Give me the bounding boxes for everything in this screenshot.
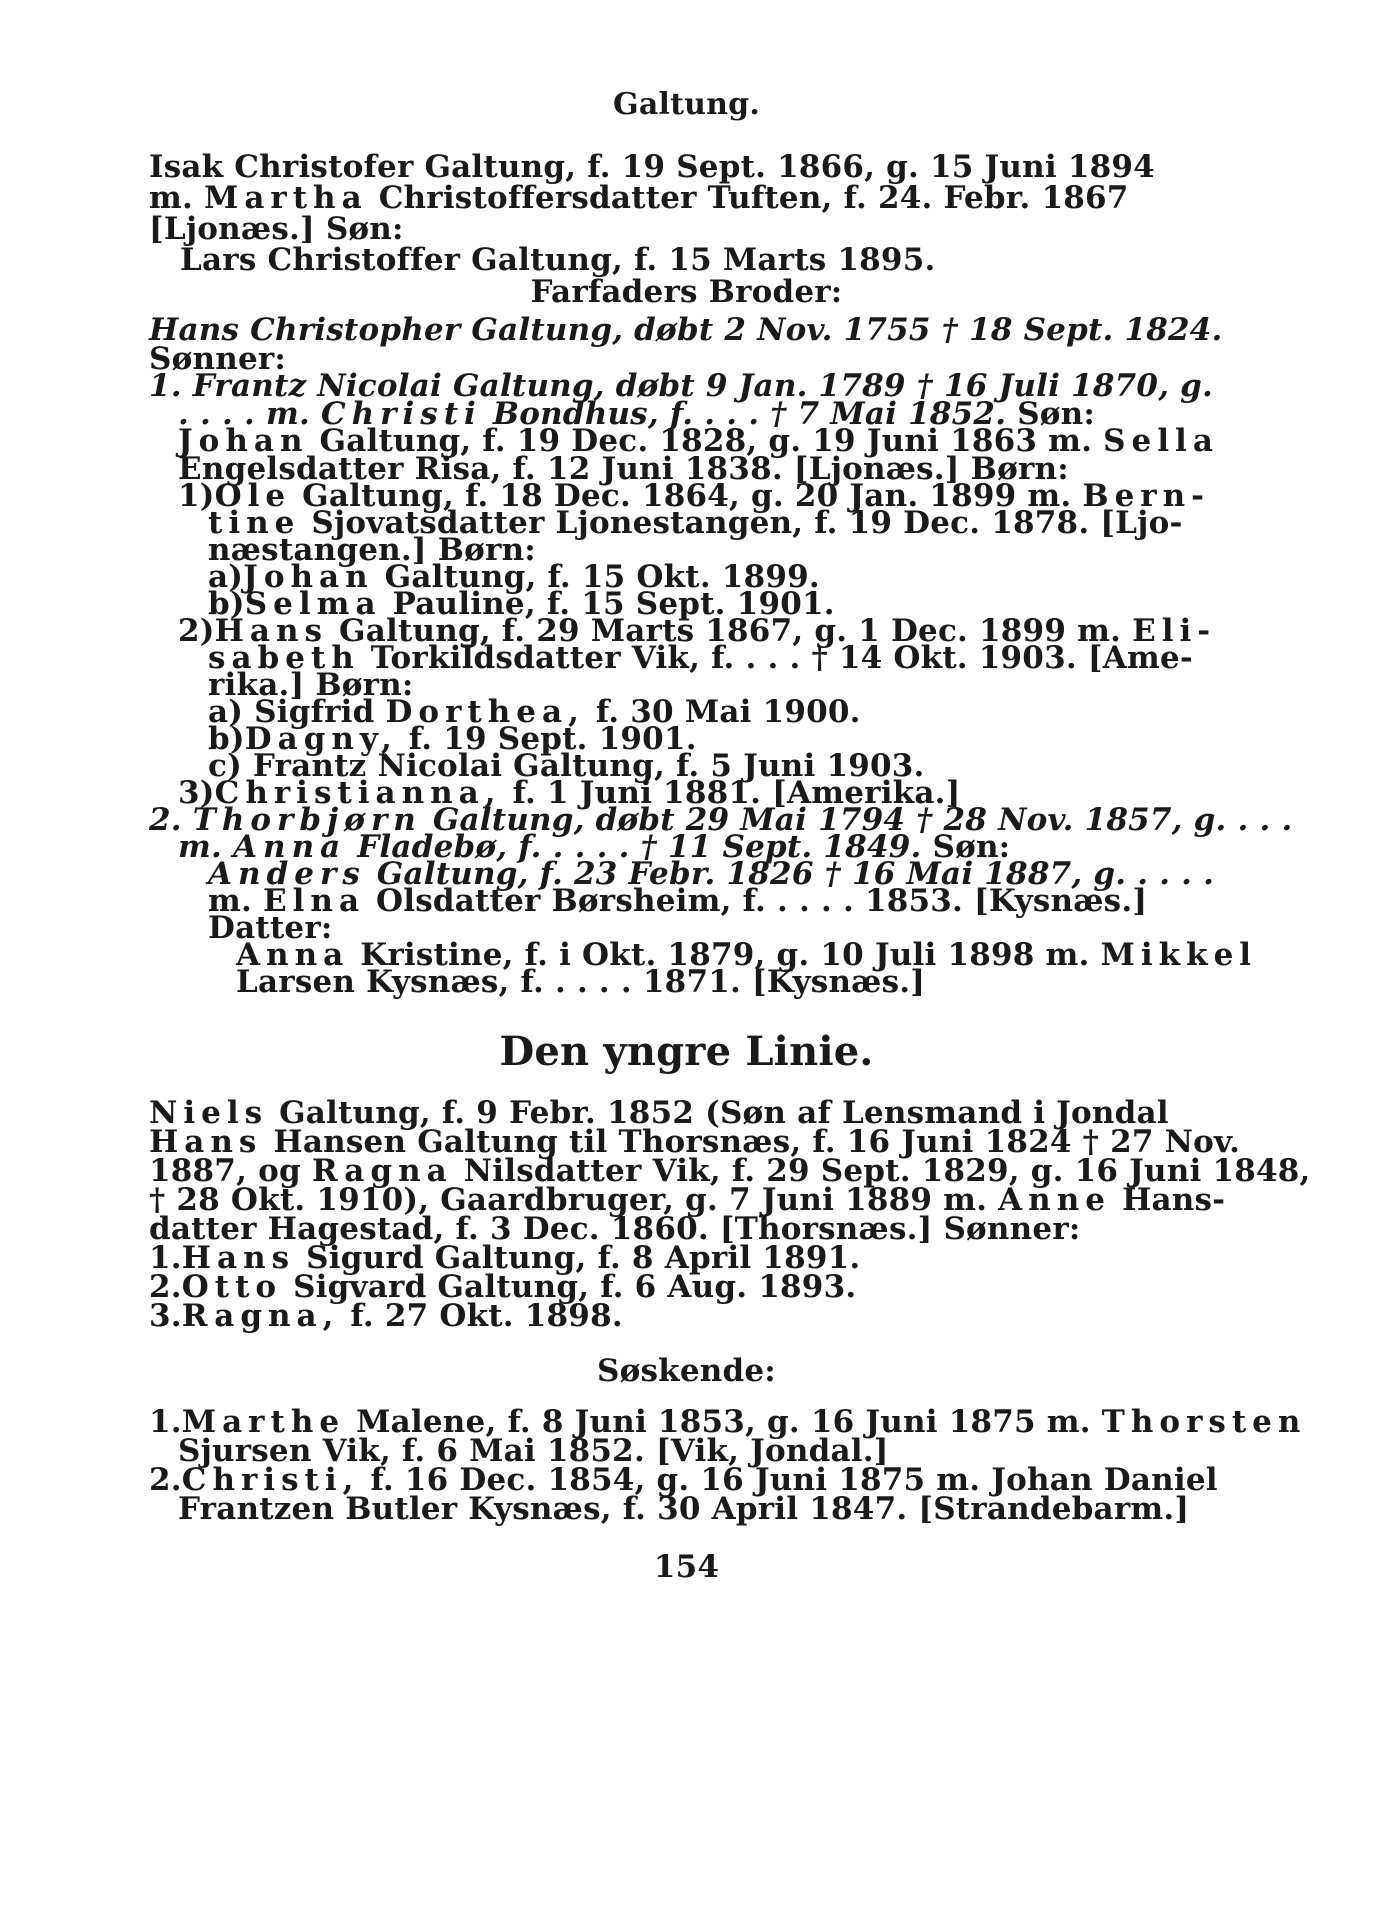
text-line: 3)Christianna, f. 1 Juni 1881. [Amerika.] (178, 775, 961, 811)
text-line: Larsen Kysnæs, f. . . . . 1871. [Kysnæs.] (236, 964, 926, 1000)
text-line: m. Anna Fladebø, f. . . . . † 11 Sept. 1849. Søn: (178, 829, 1011, 865)
spaced-name: Martha (204, 180, 368, 216)
text-line: næstangen.] Børn: (208, 532, 536, 568)
text-line: Hans Christopher Galtung, døbt 2 Nov. 1755 † 18 Sept. 1824. (149, 312, 1223, 348)
section-heading: Den yngre Linie. (499, 1028, 874, 1075)
text-line: m. Elna Olsdatter Børsheim, f. . . . . 1853. [Kysnæs.] (208, 883, 1148, 919)
spaced-name: Bern- (1082, 478, 1211, 514)
text-line: 2.Otto Sigvard Galtung, f. 6 Aug. 1893. (149, 1269, 857, 1305)
text-line: 2.Christi, f. 16 Dec. 1854, g. 16 Juni 1875 m. Johan Daniel (149, 1462, 1218, 1498)
text-line: . . . . m. Christi Bondhus, f. . . . † 7 Mai 1852. Søn: (178, 396, 1096, 432)
text-line: datter Hagestad, f. 3 Dec. 1860. [Thorsnæs.] Sønner: (149, 1211, 1081, 1247)
spaced-name: Anders (208, 856, 366, 892)
spaced-name: Johan (178, 423, 309, 459)
spaced-name: Anne (998, 1182, 1111, 1218)
spaced-name: Hans (149, 1124, 263, 1160)
text-line: a)Johan Galtung, f. 15 Okt. 1899. (208, 559, 820, 595)
text-line: 1)Ole Galtung, f. 18 Dec. 1864, g. 20 Jan. 1899 m. Bern- (178, 478, 1211, 514)
text-line: tine Sjovatsdatter Ljonestangen, f. 19 Dec. 1878. [Ljo- (208, 505, 1183, 541)
spaced-name: Thorsten (1101, 1404, 1307, 1440)
text-line: 1.Marthe Malene, f. 8 Juni 1853, g. 16 Juni 1875 m. Thorsten (149, 1404, 1307, 1440)
spaced-name: Elna (263, 883, 366, 919)
text-line: Sønner: (149, 341, 287, 377)
text-line: b)Selma Pauline, f. 15 Sept. 1901. (208, 586, 835, 622)
spaced-name: Anna (236, 937, 350, 973)
spaced-name: Selma (244, 586, 382, 622)
text-line: 2)Hans Galtung, f. 29 Marts 1867, g. 1 Dec. 1899 m. Eli- (178, 613, 1217, 649)
text-line: Johan Galtung, f. 19 Dec. 1828, g. 19 Juni 1863 m. Sella (178, 423, 1219, 459)
text-line: 3.Ragna, f. 27 Okt. 1898. (149, 1298, 623, 1334)
spaced-name: Mikkel (1100, 937, 1258, 973)
text-line: Sjursen Vik, f. 6 Mai 1852. [Vik, Jondal.] (178, 1433, 889, 1469)
spaced-name: Christi (320, 396, 482, 432)
text-line: Engelsdatter Risa, f. 12 Juni 1838. [Ljonæs.] Børn: (178, 451, 1069, 487)
text-line: b)Dagny, f. 19 Sept. 1901. (208, 721, 697, 757)
text-line: sabeth Torkildsdatter Vik, f. . . . † 14 Okt. 1903. [Ame- (208, 640, 1193, 676)
text-line: [Ljonæs.] Søn: (149, 211, 404, 247)
text-line: m. Martha Christoffersdatter Tuften, f. 24. Febr. 1867 (149, 180, 1129, 216)
spaced-name: sabeth (208, 640, 360, 676)
page-title: Galtung. (613, 87, 760, 122)
spaced-name: Niels (149, 1095, 269, 1131)
spaced-name: Johan (243, 559, 374, 595)
spaced-name: Dagny, (244, 721, 398, 757)
text-line: rika.] Børn: (208, 667, 414, 703)
text-line: Datter: (208, 910, 333, 946)
section-heading: Farfaders Broder: (530, 274, 843, 310)
spaced-name: Ragna (311, 1153, 453, 1189)
text-line: Lars Christoffer Galtung, f. 15 Marts 1895. (180, 242, 936, 278)
text-line: Hans Hansen Galtung til Thorsnæs, f. 16 Juni 1824 † 27 Nov. (149, 1124, 1241, 1160)
text-line: 1. Frantz Nicolai Galtung, døbt 9 Jan. 1789 † 16 Juli 1870, g. (149, 368, 1214, 404)
spaced-name: Eli- (1132, 613, 1217, 649)
text-line: 1.Hans Sigurd Galtung, f. 8 April 1891. (149, 1240, 861, 1276)
spaced-name: Christianna, (214, 775, 502, 811)
spaced-name: Christi, (181, 1462, 360, 1498)
spaced-name: Thorbjørn (192, 802, 422, 838)
text-line: Anders Galtung, f. 23 Febr. 1826 † 16 Mai 1887, g. . . . . (208, 856, 1215, 892)
text-line: Frantzen Butler Kysnæs, f. 30 April 1847. [Strandebarm.] (178, 1491, 1190, 1527)
spaced-name: Sella (1103, 423, 1219, 459)
spaced-name: Dorthea, (385, 694, 585, 730)
spaced-name: Otto (181, 1269, 283, 1305)
text-line: Niels Galtung, f. 9 Febr. 1852 (Søn af Lensmand i Jondal (149, 1095, 1169, 1131)
text-line: a) Sigfrid Dorthea, f. 30 Mai 1900. (208, 694, 861, 730)
spaced-name: tine (208, 505, 301, 541)
spaced-name: Hans (181, 1240, 296, 1276)
text-line: 1887, og Ragna Nilsdatter Vik, f. 29 Sept. 1829, g. 16 Juni 1848, (149, 1153, 1311, 1189)
page-number: 154 (653, 1549, 720, 1585)
text-line: † 28 Okt. 1910), Gaardbruger, g. 7 Juni 1889 m. Anne Hans- (149, 1182, 1226, 1218)
text-line: c) Frantz Nicolai Galtung, f. 5 Juni 1903. (208, 748, 925, 784)
spaced-name: Anna (233, 829, 347, 865)
text-line: Anna Kristine, f. i Okt. 1879, g. 10 Juli 1898 m. Mikkel (236, 937, 1258, 973)
spaced-name: Ole (214, 478, 292, 514)
text-line: 2. Thorbjørn Galtung, døbt 29 Mai 1794 † 28 Nov. 1857, g. . . . (149, 802, 1293, 838)
spaced-name: Marthe (181, 1404, 346, 1440)
text-line: Isak Christofer Galtung, f. 19 Sept. 1866, g. 15 Juni 1894 (149, 149, 1155, 185)
section-heading: Søskende: (597, 1353, 776, 1389)
spaced-name: Hans (214, 613, 329, 649)
spaced-name: Ragna, (181, 1298, 340, 1334)
